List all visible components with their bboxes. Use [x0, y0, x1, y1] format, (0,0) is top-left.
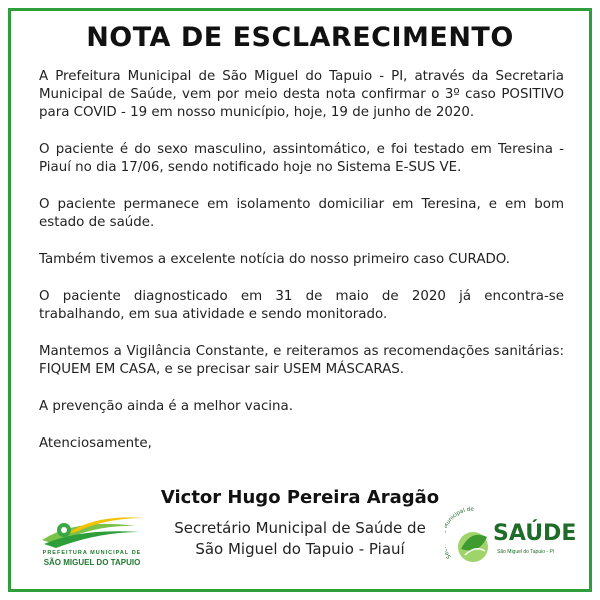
- prefeitura-swoosh-icon: [36, 510, 148, 552]
- saude-subtitle: São Miguel do Tapuio - PI: [497, 549, 555, 555]
- signer-role-line2: São Miguel do Tapuio - Piauí: [195, 540, 405, 558]
- paragraph-7: A prevenção ainda é a melhor vacina.: [39, 399, 293, 414]
- signer-role: [150, 518, 450, 560]
- saude-logo: [445, 505, 577, 575]
- page-title: NOTA DE ESCLARECIMENTO: [86, 22, 514, 53]
- closing: Atenciosamente,: [39, 436, 152, 451]
- city-label: SÃO MIGUEL DO TAPUIO: [43, 558, 141, 567]
- signer-name: Victor Hugo Pereira Aragão: [160, 487, 440, 508]
- paragraph-4: Também tivemos a excelente notícia do nosso primeiro caso CURADO.: [39, 252, 511, 267]
- note-body: [39, 68, 564, 472]
- signer-role-line1: Secretário Municipal de Saúde de: [174, 519, 426, 537]
- paragraph-2: O paciente é do sexo masculino, assintomático, e foi testado em Teresina - Piauí no dia 17/06, sendo notificado hoje no Sistema E-SUS VE.: [39, 142, 564, 175]
- paragraph-5: O paciente diagnosticado em 31 de maio de 2020 já encontra-se trabalhando, em sua atividade e sendo monitorado.: [39, 289, 564, 322]
- saude-title: SAÚDE: [493, 521, 577, 546]
- paragraph-6: Mantemos a Vigilância Constante, e reiteramos as recomendações sanitárias: FIQUEM EM CASA, e se precisar sair USEM MÁSCARAS.: [39, 344, 564, 377]
- prefeitura-label: PREFEITURA MUNICIPAL DE: [42, 550, 142, 556]
- paragraph-1: A Prefeitura Municipal de São Miguel do Tapuio - PI, através da Secretaria Municipal de Saúde, vem por meio desta nota confirmar o 3º caso POSITIVO para COVID - 19 em nosso município, hoje, 19 de junho de 2020.: [39, 69, 564, 120]
- prefeitura-logo: [36, 510, 148, 570]
- saude-arc-text: S unicipal de: [445, 506, 474, 560]
- paragraph-3: O paciente permanece em isolamento domiciliar em Teresina, e em bom estado de saúde.: [39, 197, 564, 230]
